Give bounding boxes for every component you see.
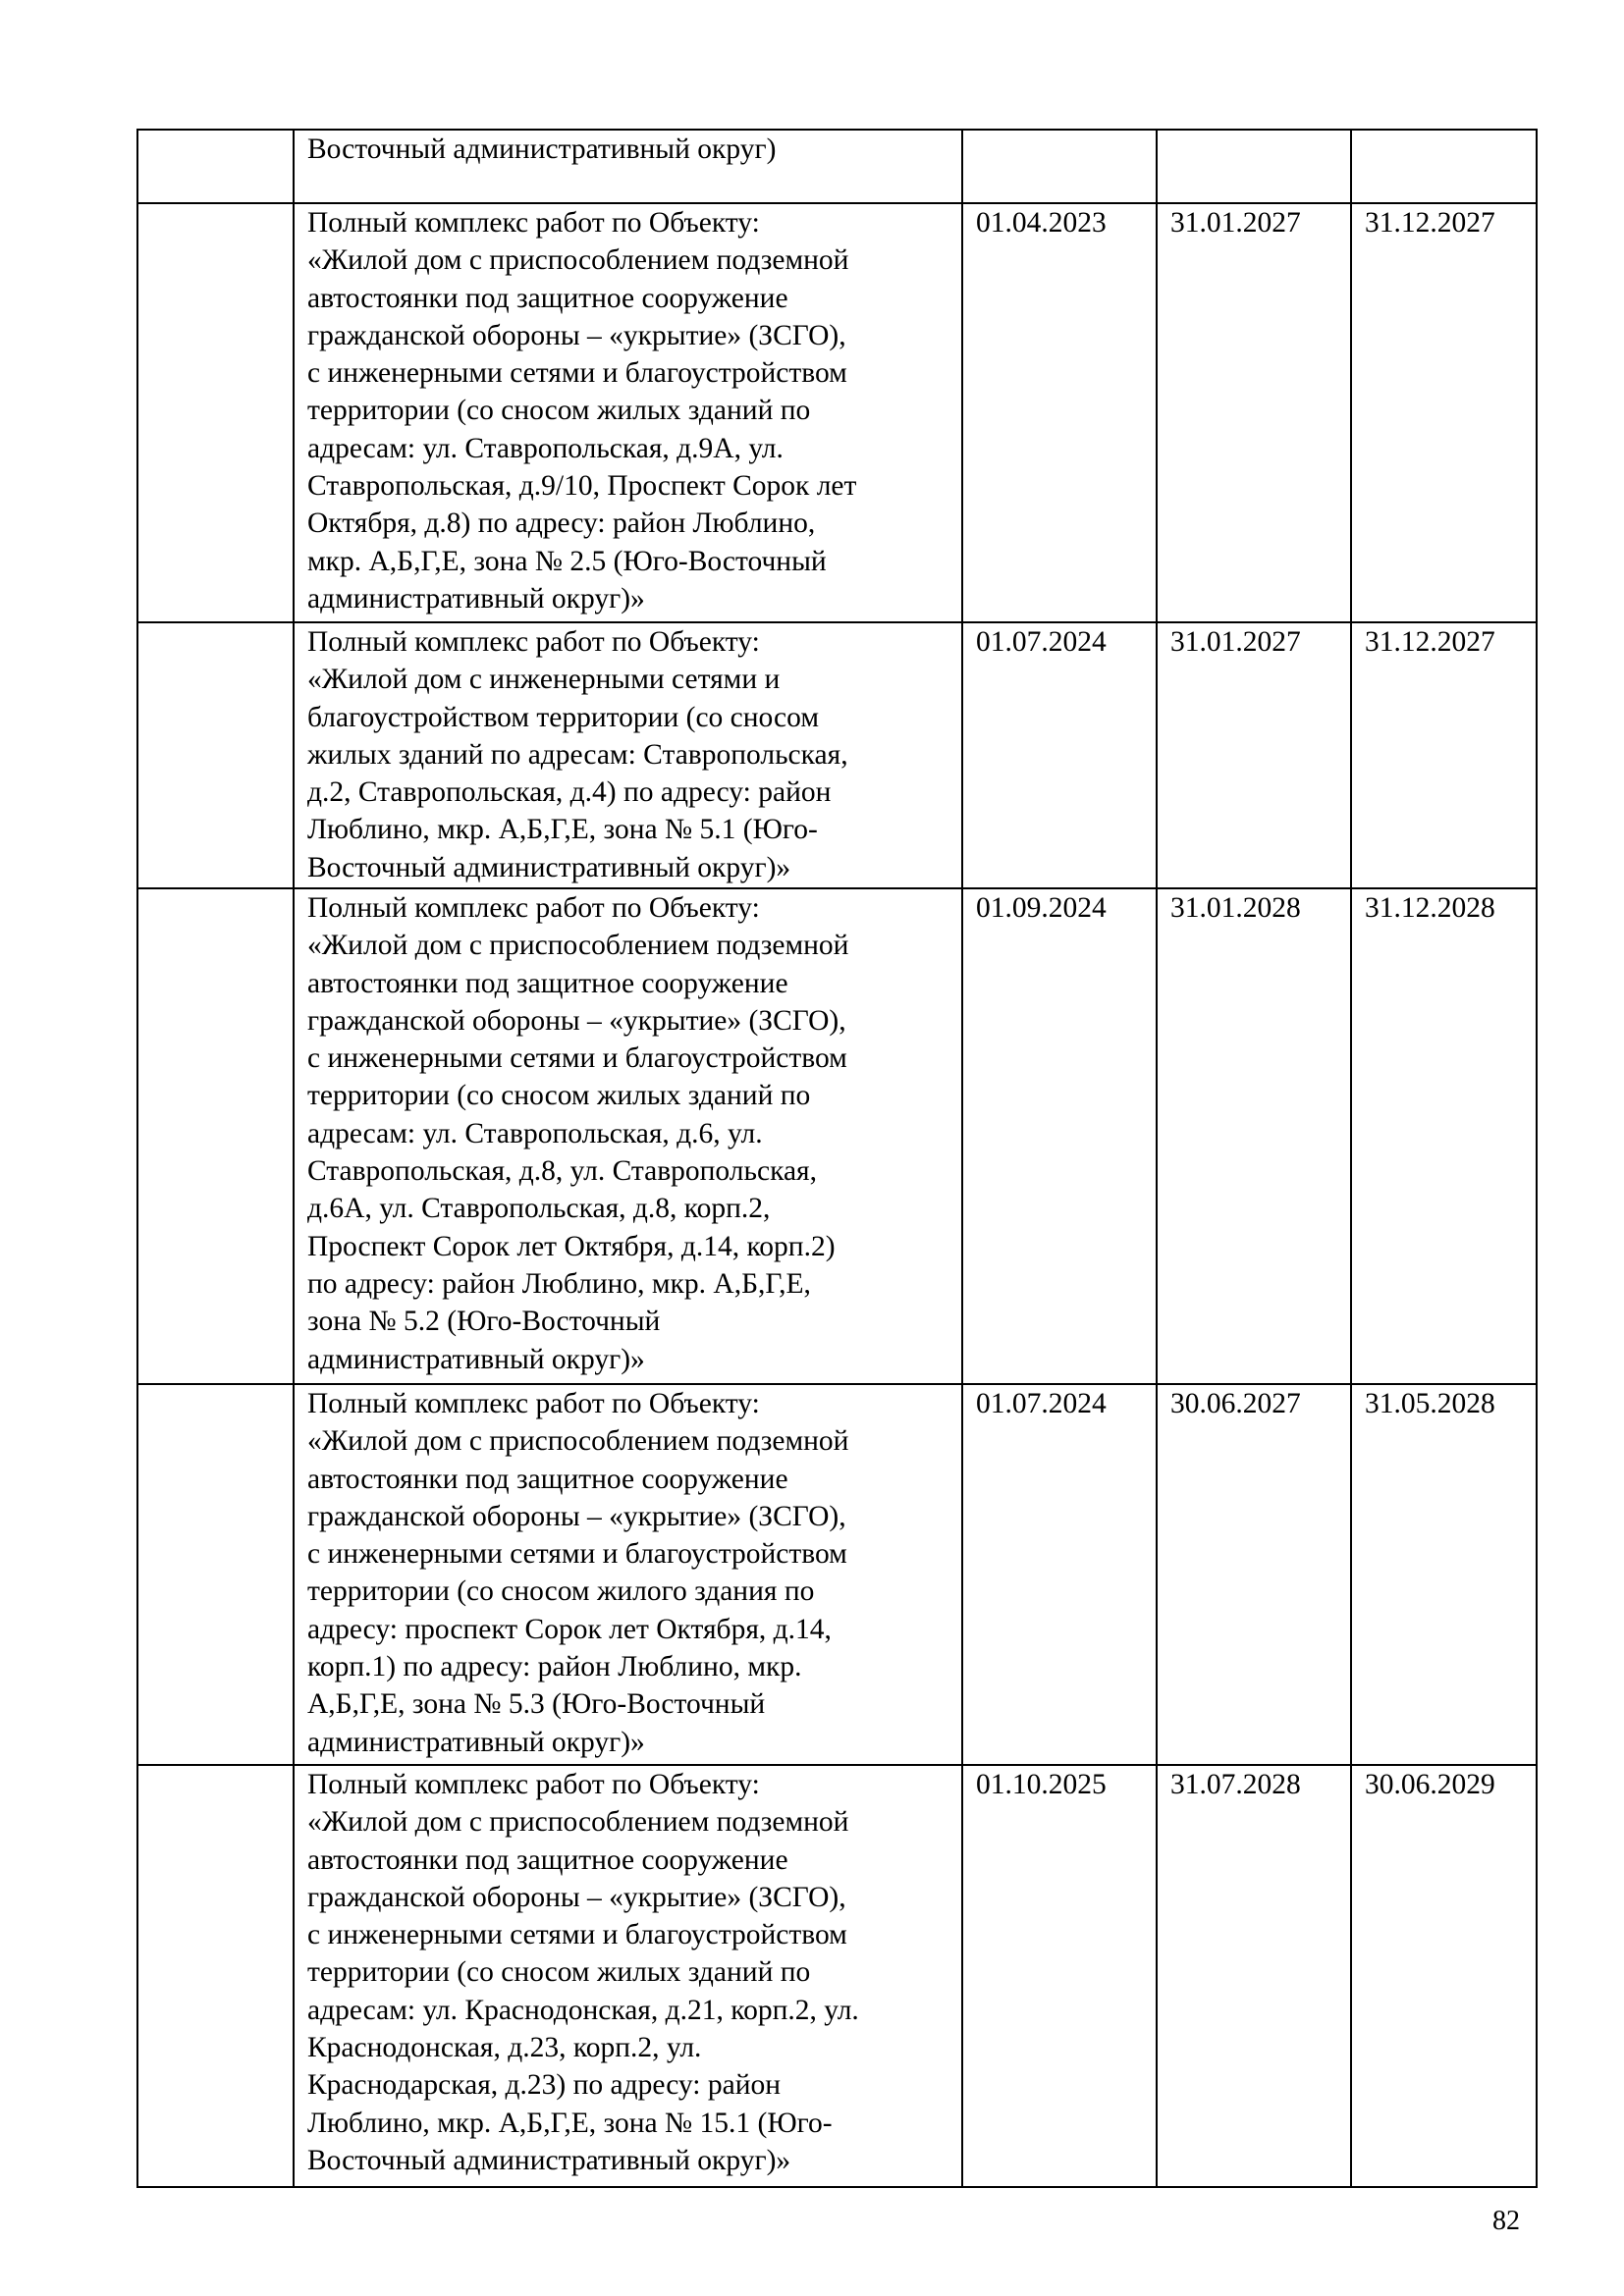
description-line: Восточный административный округ)»	[307, 2144, 791, 2176]
object-description-cell	[294, 888, 962, 1384]
description-line: с инженерными сетями и благоустройством	[307, 1919, 847, 1951]
row-number-cell	[137, 1384, 294, 1765]
table-row	[137, 1765, 1537, 2187]
description-line: автостоянки под защитное сооружение	[307, 967, 788, 999]
description-line: Восточный административный округ)	[307, 133, 777, 165]
description-line: жилых зданий по адресам: Ставропольская,	[307, 738, 848, 771]
description-line: с инженерными сетями и благоустройством	[307, 1538, 847, 1571]
description-line: гражданской обороны – «укрытие» (ЗСГО),	[307, 1881, 846, 1913]
row-number-cell	[137, 1765, 294, 2187]
description-line: с инженерными сетями и благоустройством	[307, 1042, 847, 1075]
table-row	[137, 622, 1537, 888]
description-line: гражданской обороны – «укрытие» (ЗСГО),	[307, 1004, 846, 1037]
description-line: Полный комплекс работ по Объекту:	[307, 1769, 760, 1800]
start-date-cell: 01.10.2025	[962, 1765, 1157, 2187]
description-line: Восточный административный округ)»	[307, 851, 791, 883]
description-line: «Жилой дом с инженерными сетями и	[307, 664, 781, 696]
object-description-cell	[294, 1765, 962, 2187]
end-date-cell: 31.01.2027	[1157, 622, 1351, 888]
description-line: Полный комплекс работ по Объекту:	[307, 207, 760, 239]
description-line: территории (со сносом жилого здания по	[307, 1575, 815, 1608]
description-line: автостоянки под защитное сооружение	[307, 1843, 788, 1876]
start-date-cell	[962, 130, 1157, 203]
table-row	[137, 203, 1537, 622]
description-line: благоустройством территории (со сносом	[307, 701, 819, 733]
description-line: территории (со сносом жилых зданий по	[307, 395, 811, 427]
description-line: территории (со сносом жилых зданий по	[307, 1080, 811, 1112]
description-line: по адресу: район Люблино, мкр. А,Б,Г,Е,	[307, 1267, 811, 1300]
object-description-cell	[294, 130, 962, 203]
description-line: корп.1) по адресу: район Люблино, мкр.	[307, 1651, 802, 1683]
description-line: Люблино, мкр. А,Б,Г,Е, зона № 15.1 (Юго-	[307, 2107, 833, 2139]
description-line: «Жилой дом с приспособлением подземной	[307, 244, 849, 277]
end-date-cell: 31.07.2028	[1157, 1765, 1351, 2187]
completion-date-cell: 30.06.2029	[1351, 1765, 1537, 2187]
description-line: административный округ)»	[307, 582, 645, 614]
completion-date-cell: 31.05.2028	[1351, 1384, 1537, 1765]
row-number-cell	[137, 203, 294, 622]
end-date-cell	[1157, 130, 1351, 203]
completion-date-cell: 31.12.2028	[1351, 888, 1537, 1384]
description-line: «Жилой дом с приспособлением подземной	[307, 930, 849, 962]
object-description-cell	[294, 1384, 962, 1765]
start-date-cell: 01.07.2024	[962, 1384, 1157, 1765]
row-number-cell	[137, 622, 294, 888]
description-line: гражданской обороны – «укрытие» (ЗСГО),	[307, 1500, 846, 1532]
description-line: Полный комплекс работ по Объекту:	[307, 626, 760, 658]
start-date-cell: 01.04.2023	[962, 203, 1157, 622]
table-row	[137, 130, 1537, 203]
description-line: д.2, Ставропольская, д.4) по адресу: район	[307, 776, 832, 809]
completion-date-cell	[1351, 130, 1537, 203]
description-line: Краснодонская, д.23, корп.2, ул.	[307, 2032, 702, 2064]
description-line: автостоянки под защитное сооружение	[307, 282, 788, 314]
table-row	[137, 1384, 1537, 1765]
description-line: Полный комплекс работ по Объекту:	[307, 1388, 760, 1419]
description-line: Октября, д.8) по адресу: район Люблино,	[307, 507, 816, 540]
description-line: территории (со сносом жилых зданий по	[307, 1956, 811, 1989]
description-line: адресам: ул. Ставропольская, д.9А, ул.	[307, 432, 784, 464]
completion-date-cell: 31.12.2027	[1351, 203, 1537, 622]
description-line: автостоянки под защитное сооружение	[307, 1463, 788, 1495]
start-date-cell: 01.07.2024	[962, 622, 1157, 888]
completion-date-cell: 31.12.2027	[1351, 622, 1537, 888]
description-line: адресам: ул. Ставропольская, д.6, ул.	[307, 1117, 763, 1149]
description-line: Краснодарская, д.23) по адресу: район	[307, 2069, 782, 2102]
description-line: зона № 5.2 (Юго-Восточный	[307, 1306, 661, 1338]
start-date-cell: 01.09.2024	[962, 888, 1157, 1384]
object-description-cell	[294, 622, 962, 888]
end-date-cell: 30.06.2027	[1157, 1384, 1351, 1765]
description-line: Ставропольская, д.8, ул. Ставропольская,	[307, 1155, 817, 1188]
description-line: административный округ)»	[307, 1726, 645, 1758]
description-line: Ставропольская, д.9/10, Проспект Сорок лет	[307, 470, 857, 503]
description-line: административный округ)»	[307, 1343, 645, 1375]
end-date-cell: 31.01.2027	[1157, 203, 1351, 622]
table-row	[137, 888, 1537, 1384]
description-line: Проспект Сорок лет Октября, д.14, корп.2)	[307, 1230, 836, 1262]
end-date-cell: 31.01.2028	[1157, 888, 1351, 1384]
description-line: Люблино, мкр. А,Б,Г,Е, зона № 5.1 (Юго-	[307, 814, 818, 846]
object-description-cell	[294, 203, 962, 622]
description-line: «Жилой дом с приспособлением подземной	[307, 1425, 849, 1458]
row-number-cell	[137, 130, 294, 203]
description-line: «Жилой дом с приспособлением подземной	[307, 1806, 849, 1839]
schedule-table	[136, 129, 1538, 2188]
description-line: Полный комплекс работ по Объекту:	[307, 892, 760, 924]
description-line: адресам: ул. Краснодонская, д.21, корп.2, ул.	[307, 1994, 859, 2026]
description-line: с инженерными сетями и благоустройством	[307, 357, 847, 390]
page-number: 82	[1492, 2206, 1520, 2236]
table-body	[137, 130, 1537, 2187]
description-line: адресу: проспект Сорок лет Октября, д.14,	[307, 1613, 832, 1645]
description-line: д.6А, ул. Ставропольская, д.8, корп.2,	[307, 1193, 771, 1225]
row-number-cell	[137, 888, 294, 1384]
description-line: А,Б,Г,Е, зона № 5.3 (Юго-Восточный	[307, 1688, 766, 1721]
description-line: мкр. А,Б,Г,Е, зона № 2.5 (Юго-Восточный	[307, 545, 827, 577]
description-line: гражданской обороны – «укрытие» (ЗСГО),	[307, 319, 846, 351]
